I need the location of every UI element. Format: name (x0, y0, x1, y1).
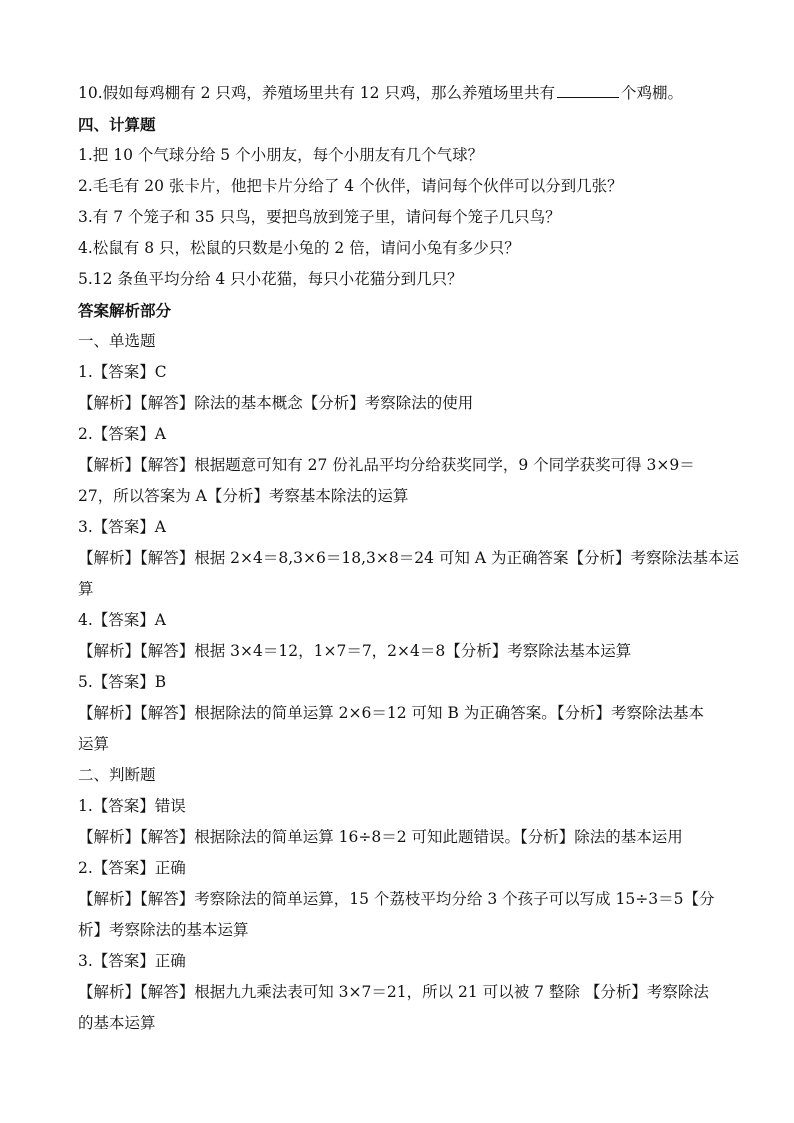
calc-question: 4.松鼠有 8 只，松鼠的只数是小兔的 2 倍，请问小兔有多少只？ (78, 239, 520, 257)
explanation-line: 【解析】【解答】考察除法的简单运算，15 个荔枝平均分给 3 个孩子可以写成 15÷3＝5【分 (78, 890, 715, 908)
answer-line: 5.【答案】B (78, 673, 167, 691)
explanation-line: 运算 (78, 735, 110, 753)
answers-heading: 答案解析部分 (78, 301, 172, 320)
answer-line: 3.【答案】A (78, 518, 166, 536)
calc-question: 3.有 7 个笼子和 35 只鸟，要把鸟放到笼子里，请问每个笼子几只鸟？ (78, 208, 561, 226)
explanation-line: 的基本运算 (78, 1014, 156, 1032)
explanation-line: 【解析】【解答】根据除法的简单运算 2×6＝12 可知 B 为正确答案。【分析】考察除法基本 (78, 704, 705, 722)
explanation-line: 析】考察除法的基本运算 (78, 921, 249, 939)
explanation-line: 27，所以答案为 A【分析】考察基本除法的运算 (78, 487, 409, 505)
explanation-line: 【解析】【解答】根据 2×4＝8,3×6＝18,3×8＝24 可知 A 为正确答案【分析】考察除法基本运 (78, 549, 739, 567)
calc-question: 1.把 10 个气球分给 5 个小朋友，每个小朋友有几个气球？ (78, 146, 484, 164)
calc-question: 5.12 条鱼平均分给 4 只小花猫，每只小花猫分到几只？ (78, 270, 463, 288)
question-10-suffix: 个鸡棚。 (620, 84, 683, 102)
answer-line: 3.【答案】正确 (78, 952, 186, 970)
answer-line: 4.【答案】A (78, 611, 166, 629)
section-heading-calculation: 四、计算题 (78, 115, 156, 134)
answer-line: 2.【答案】A (78, 425, 166, 443)
calc-question: 2.毛毛有 20 张卡片，他把卡片分给了 4 个伙伴，请问每个伙伴可以分到几张？ (78, 177, 623, 195)
answer-line: 2.【答案】正确 (78, 859, 186, 877)
answer-line: 1.【答案】错误 (78, 797, 186, 815)
explanation-line: 【解析】【解答】根据九九乘法表可知 3×7＝21，所以 21 可以被 7 整除 【分析】考察除法 (78, 983, 709, 1001)
section-heading-single-choice: 一、单选题 (78, 332, 156, 350)
explanation-line: 【解析】【解答】根据 3×4＝12，1×7＝7，2×4＝8【分析】考察除法基本运算 (78, 642, 632, 660)
answer-line: 1.【答案】C (78, 363, 167, 381)
question-10 (78, 78, 718, 109)
document-page (78, 78, 739, 1039)
explanation-line: 【解析】【解答】除法的基本概念【分析】考察除法的使用 (78, 394, 474, 412)
explanation-line: 【解析】【解答】根据除法的简单运算 16÷8＝2 可知此题错误。【分析】除法的基本运用 (78, 828, 683, 846)
question-10-text: 10.假如每鸡棚有 2 只鸡，养殖场里共有 12 只鸡，那么养殖场里共有 (78, 84, 555, 102)
explanation-line: 【解析】【解答】根据题意可知有 27 份礼品平均分给获奖同学，9 个同学获奖可得 3×9＝ (78, 456, 695, 474)
section-heading-true-false: 二、判断题 (78, 766, 156, 784)
explanation-line: 算 (78, 580, 94, 598)
answer-blank (557, 83, 619, 98)
